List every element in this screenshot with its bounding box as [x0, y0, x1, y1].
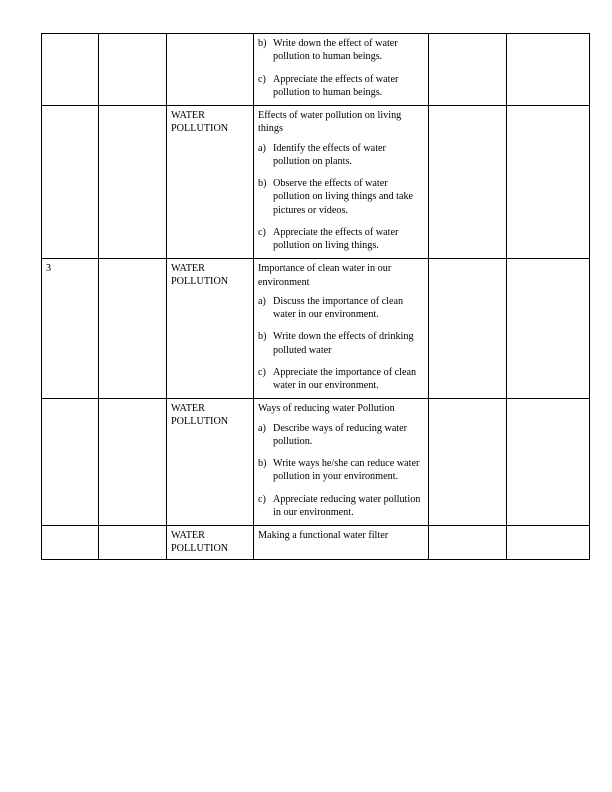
cell-topic: WATER POLLUTION: [167, 259, 254, 399]
cell-topic: [167, 34, 254, 106]
objective-marker: b): [258, 178, 267, 189]
cell-period: [99, 106, 167, 259]
cell-objectives: [254, 259, 429, 399]
list-item: [258, 295, 424, 322]
cell-topic: WATER POLLUTION: [167, 399, 254, 526]
cell-objectives: [254, 526, 429, 560]
objective-marker: b): [258, 38, 267, 49]
objective-marker: a): [258, 295, 266, 307]
cell-topic: WATER POLLUTION: [167, 106, 254, 259]
cell-period: [99, 259, 167, 399]
cell-activities: [429, 526, 507, 560]
objective-marker: a): [258, 422, 266, 434]
list-item: [258, 37, 424, 64]
objective-marker: c): [258, 73, 266, 85]
objective-text: Appreciate the importance of clean water in our environment.: [273, 366, 417, 391]
objectives-heading: Making a functional water filter: [258, 530, 389, 541]
scheme-of-work-table: [41, 33, 590, 560]
objective-marker: b): [258, 458, 267, 469]
list-item: [258, 226, 424, 253]
cell-week: [42, 34, 99, 106]
list-item: [258, 493, 424, 520]
cell-activities: [429, 34, 507, 106]
table-row: [42, 399, 590, 526]
list-item: [258, 366, 424, 393]
cell-remarks: [507, 526, 590, 560]
table-row: [42, 34, 590, 106]
table-row: [42, 526, 590, 560]
objectives-heading: Effects of water pollution on living things: [258, 110, 402, 135]
objective-text: Appreciate the effects of water pollution on living things.: [273, 226, 399, 251]
list-item: [258, 73, 424, 100]
objective-text: Write down the effects of drinking polluted water: [273, 331, 414, 356]
objective-list: [258, 295, 424, 393]
cell-week: [42, 526, 99, 560]
objective-text: Write down the effect of water pollution to human beings.: [273, 38, 398, 63]
objective-text: Identify the effects of water pollution on plants.: [273, 142, 386, 167]
objective-marker: a): [258, 142, 266, 154]
cell-period: [99, 526, 167, 560]
cell-activities: [429, 399, 507, 526]
cell-activities: [429, 106, 507, 259]
objectives-heading: Importance of clean water in our environment: [258, 263, 392, 288]
objective-text: Write ways he/she can reduce water pollution in your environment.: [273, 458, 420, 483]
cell-week: 3: [42, 259, 99, 399]
objective-marker: c): [258, 493, 266, 505]
list-item: [258, 457, 424, 484]
table-row: [42, 259, 590, 399]
cell-topic: WATER POLLUTION: [167, 526, 254, 560]
list-item: [258, 142, 424, 169]
cell-remarks: [507, 106, 590, 259]
objective-text: Discuss the importance of clean water in our environment.: [273, 295, 404, 320]
table-row: [42, 106, 590, 259]
objective-marker: c): [258, 366, 266, 378]
cell-remarks: [507, 34, 590, 106]
cell-period: [99, 399, 167, 526]
objective-marker: b): [258, 331, 267, 343]
objective-text: Appreciate the effects of water pollution to human beings.: [273, 73, 399, 98]
cell-objectives: [254, 34, 429, 106]
cell-objectives: [254, 399, 429, 526]
objective-list: [258, 422, 424, 520]
objective-text: Describe ways of reducing water pollution.: [273, 422, 408, 447]
cell-week: [42, 399, 99, 526]
objectives-heading: Ways of reducing water Pollution: [258, 403, 395, 415]
cell-period: [99, 34, 167, 106]
cell-week: [42, 106, 99, 259]
objective-text: Observe the effects of water pollution on living things and take pictures or videos.: [273, 178, 414, 216]
list-item: [258, 422, 424, 449]
objective-marker: c): [258, 226, 266, 238]
cell-remarks: [507, 399, 590, 526]
list-item: [258, 177, 424, 217]
list-item: [258, 330, 424, 357]
objective-text: Appreciate reducing water pollution in our environment.: [273, 493, 421, 518]
objective-list: [258, 142, 424, 253]
objective-list: [258, 37, 424, 99]
cell-activities: [429, 259, 507, 399]
cell-remarks: [507, 259, 590, 399]
cell-objectives: [254, 106, 429, 259]
